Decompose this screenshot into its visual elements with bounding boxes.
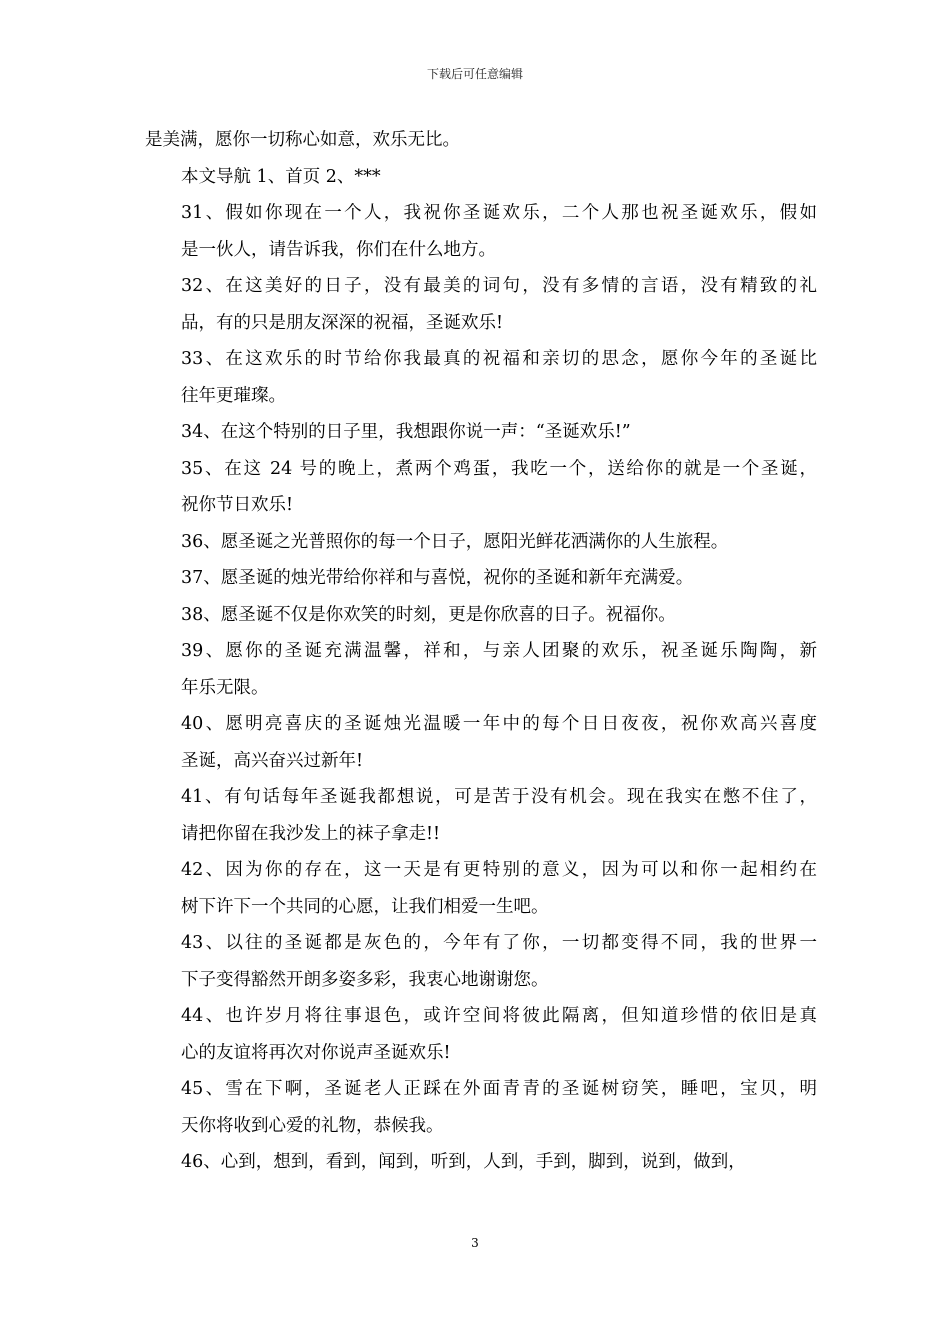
page-header: 下载后可任意编辑 bbox=[426, 67, 523, 81]
paragraph bbox=[145, 1144, 817, 1181]
paragraph bbox=[145, 633, 817, 706]
paragraph-line: 36、愿圣诞之光普照你的每一个日子，愿阳光鲜花洒满你的人生旅程。 bbox=[181, 531, 729, 552]
paragraph-line: 树下许下一个共同的心愿，让我们相爱一生吧。 bbox=[181, 896, 549, 917]
paragraph-line: 32、在这美好的日子，没有最美的词句，没有多情的言语，没有精致的礼 bbox=[181, 276, 817, 296]
paragraph-line: 本文导航 1、首页 2、*** bbox=[181, 166, 381, 187]
paragraph-line: 44、也许岁月将往事退色，或许空间将彼此隔离，但知道珍惜的依旧是真 bbox=[181, 1006, 817, 1026]
paragraph-line: 品，有的只是朋友深深的祝福，圣诞欢乐! bbox=[181, 312, 504, 333]
paragraph bbox=[145, 159, 817, 196]
paragraph-line: 天你将收到心爱的礼物，恭候我。 bbox=[181, 1115, 444, 1136]
paragraph bbox=[145, 524, 817, 561]
paragraph-line: 祝你节日欢乐! bbox=[181, 495, 294, 515]
paragraph-line: 心的友谊将再次对你说声圣诞欢乐! bbox=[181, 1042, 451, 1063]
paragraph bbox=[145, 1071, 817, 1144]
paragraph bbox=[145, 852, 817, 925]
paragraph-line: 35、在这 24 号的晚上，煮两个鸡蛋，我吃一个，送给你的就是一个圣诞， bbox=[181, 458, 817, 479]
paragraph-line: 37、愿圣诞的烛光带给你祥和与喜悦，祝你的圣诞和新年充满爱。 bbox=[181, 568, 694, 588]
paragraph-line: 43、以往的圣诞都是灰色的，今年有了你，一切都变得不同，我的世界一 bbox=[181, 933, 817, 953]
paragraph-line: 下子变得豁然开朗多姿多彩，我衷心地谢谢您。 bbox=[181, 969, 549, 990]
paragraph bbox=[145, 706, 817, 779]
paragraph-line: 45、雪在下啊，圣诞老人正踩在外面青青的圣诞树窃笑，睡吧，宝贝，明 bbox=[181, 1079, 817, 1099]
paragraph-line: 圣诞，高兴奋兴过新年! bbox=[181, 750, 364, 771]
paragraph-line: 41、有句话每年圣诞我都想说，可是苦于没有机会。现在我实在憋不住了， bbox=[181, 787, 817, 807]
paragraph bbox=[145, 122, 817, 159]
paragraph-line: 请把你留在我沙发上的袜子拿走!! bbox=[181, 823, 441, 844]
paragraph bbox=[145, 414, 817, 451]
paragraph bbox=[145, 195, 817, 268]
paragraph bbox=[145, 925, 817, 998]
paragraph-line: 46、心到，想到，看到，闻到，听到，人到，手到，脚到，说到，做到， bbox=[181, 1152, 746, 1172]
page-number: 3 bbox=[471, 1236, 479, 1250]
paragraph bbox=[145, 560, 817, 597]
document-body bbox=[145, 122, 817, 1181]
paragraph-line: 40、愿明亮喜庆的圣诞烛光温暖一年中的每个日日夜夜，祝你欢高兴喜度 bbox=[181, 714, 817, 734]
paragraph-line: 38、愿圣诞不仅是你欢笑的时刻，更是你欣喜的日子。祝福你。 bbox=[181, 604, 676, 625]
paragraph-line: 是一伙人，请告诉我，你们在什么地方。 bbox=[181, 239, 496, 260]
paragraph bbox=[145, 998, 817, 1071]
paragraph-line: 42、因为你的存在，这一天是有更特别的意义，因为可以和你一起相约在 bbox=[181, 860, 817, 880]
paragraph bbox=[145, 268, 817, 341]
paragraph-line: 往年更璀璨。 bbox=[181, 385, 286, 406]
paragraph-line: 34、在这个特别的日子里，我想跟你说一声：“圣诞欢乐!” bbox=[181, 422, 631, 442]
paragraph bbox=[145, 779, 817, 852]
paragraph-line: 是美满，愿你一切称心如意，欢乐无比。 bbox=[145, 130, 460, 150]
paragraph-line: 31、假如你现在一个人，我祝你圣诞欢乐，二个人那也祝圣诞欢乐，假如 bbox=[181, 203, 817, 223]
paragraph-line: 33、在这欢乐的时节给你我最真的祝福和亲切的思念，愿你今年的圣诞比 bbox=[181, 349, 817, 369]
paragraph bbox=[145, 597, 817, 634]
paragraph-line: 39、愿你的圣诞充满温馨，祥和，与亲人团聚的欢乐，祝圣诞乐陶陶，新 bbox=[181, 641, 817, 661]
paragraph-line: 年乐无限。 bbox=[181, 677, 269, 698]
paragraph bbox=[145, 341, 817, 414]
paragraph bbox=[145, 451, 817, 524]
